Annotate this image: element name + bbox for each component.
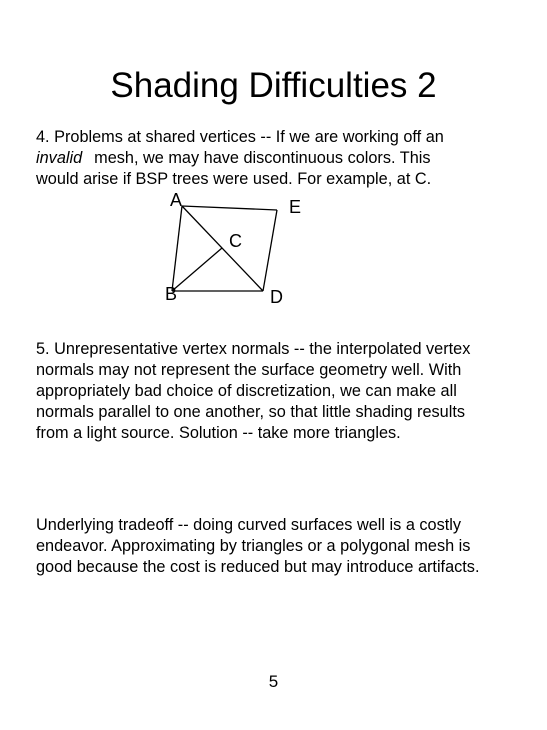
item-4-paragraph xyxy=(36,127,536,190)
edge-e-d xyxy=(263,210,277,291)
shared-vertex-diagram xyxy=(150,188,310,308)
item-4-line-2 xyxy=(36,148,536,169)
vertex-label-d: D xyxy=(270,287,283,307)
vertex-label-b: B xyxy=(165,284,178,304)
item-5-line-1: 5. Unrepresentative vertex normals -- the interpolated vertex xyxy=(36,340,471,358)
edge-a-d xyxy=(182,206,263,291)
slide-title: Shading Difficulties 2 xyxy=(110,66,437,105)
item-4-line-2-rest: mesh, we may have discontinuous colors. This xyxy=(94,149,431,167)
item-5-line-2: normals may not represent the surface geometry well. With xyxy=(36,361,462,379)
item-5-line-5: from a light source. Solution -- take more triangles. xyxy=(36,424,401,442)
edge-b-a xyxy=(172,206,182,291)
item-4-italic-word: invalid xyxy=(36,149,83,167)
edge-a-e xyxy=(182,206,277,210)
tradeoff-line-3: good because the cost is reduced but may introduce artifacts. xyxy=(36,558,480,576)
item-5-line-3: appropriately bad choice of discretization, we can make all xyxy=(36,382,457,400)
item-5-paragraph xyxy=(36,339,536,444)
vertex-label-a: A xyxy=(170,190,183,210)
tradeoff-paragraph xyxy=(36,515,536,578)
item-5-line-4: normals parallel to one another, so that little shading results xyxy=(36,403,465,421)
tradeoff-line-1: Underlying tradeoff -- doing curved surfaces well is a costly xyxy=(36,516,462,534)
page-number: 5 xyxy=(268,672,279,691)
item-4-line-1: 4. Problems at shared vertices -- If we are working off an xyxy=(36,128,444,146)
edge-b-c xyxy=(172,248,222,291)
tradeoff-line-2: endeavor. Approximating by triangles or a polygonal mesh is xyxy=(36,537,471,555)
vertex-label-e: E xyxy=(289,197,302,217)
item-4-line-3: would arise if BSP trees were used. For example, at C. xyxy=(36,170,432,188)
vertex-label-c: C xyxy=(229,231,242,251)
